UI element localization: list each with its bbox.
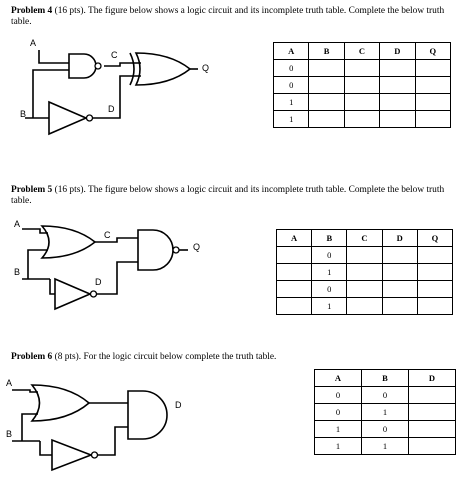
p6-label-b: B — [6, 429, 13, 439]
truth-table-header-row — [315, 370, 456, 387]
truth-table-header-a: A — [277, 230, 312, 247]
p5-label-b: B — [14, 267, 21, 277]
table-row — [315, 421, 456, 438]
p5-label-c: C — [104, 230, 111, 240]
truth-table-cell-b[interactable]: 1 — [362, 404, 409, 421]
truth-table-cell-b[interactable]: 1 — [312, 264, 347, 281]
truth-table-cell-d[interactable] — [409, 421, 456, 438]
truth-table-header-a: A — [315, 370, 362, 387]
p5-label-q: Q — [193, 242, 201, 252]
table-row — [315, 404, 456, 421]
truth-table-header-c: C — [347, 230, 382, 247]
truth-table-header-d: D — [382, 230, 417, 247]
p6-wires — [12, 390, 128, 455]
p4-label-q: Q — [202, 63, 210, 73]
truth-table-header-b: B — [309, 43, 344, 60]
truth-table-cell-a[interactable]: 0 — [315, 387, 362, 404]
truth-table-header-a: A — [274, 43, 309, 60]
truth-table-header-q: Q — [415, 43, 450, 60]
truth-table-header-b: B — [312, 230, 347, 247]
p6-not-gate — [52, 440, 98, 470]
problem-5-text: (16 pts). The figure below shows a logic circuit and its incomplete truth table. Complete the below truth table. — [11, 185, 445, 206]
p6-or-gate — [32, 385, 89, 421]
truth-table-cell-d[interactable] — [409, 404, 456, 421]
p6-label-a: A — [6, 378, 13, 388]
problem-4-label: Problem 4 — [11, 6, 53, 16]
problem-6-text: (8 pts). For the logic circuit below complete the truth table. — [52, 352, 277, 362]
truth-table-cell-b[interactable]: 1 — [362, 438, 409, 455]
p4-label-d: D — [108, 104, 115, 114]
truth-table-cell-d[interactable] — [409, 438, 456, 455]
truth-table-header-c: C — [344, 43, 379, 60]
truth-table-cell-a[interactable]: 0 — [274, 60, 309, 77]
truth-table-header-d: D — [380, 43, 415, 60]
problem-5-label: Problem 5 — [11, 185, 53, 195]
problem-6-label: Problem 6 — [11, 352, 53, 362]
truth-table-cell-a[interactable]: 0 — [315, 404, 362, 421]
truth-table-cell-a[interactable]: 0 — [274, 77, 309, 94]
truth-table-header-q: Q — [417, 230, 452, 247]
problem-4-text: (16 pts). The figure below shows a logic circuit and its incomplete truth table. Complete the below truth table. — [11, 6, 445, 27]
truth-table-cell-a[interactable]: 1 — [315, 421, 362, 438]
truth-table-header-d: D — [409, 370, 456, 387]
table-row — [315, 387, 456, 404]
truth-table-cell-a[interactable]: 1 — [274, 94, 309, 111]
truth-table-cell-b[interactable]: 1 — [312, 298, 347, 315]
truth-table-cell-a[interactable]: 1 — [274, 111, 309, 128]
p4-label-a: A — [30, 38, 37, 48]
problem-6-truth-table — [314, 369, 456, 455]
truth-table-cell-b[interactable]: 0 — [362, 387, 409, 404]
truth-table-cell-a[interactable]: 1 — [315, 438, 362, 455]
p4-label-b: B — [20, 109, 27, 119]
p4-label-c: C — [111, 50, 118, 60]
p5-label-d: D — [95, 277, 102, 287]
p6-label-d: D — [175, 400, 182, 410]
truth-table-cell-b[interactable]: 0 — [362, 421, 409, 438]
truth-table-cell-d[interactable] — [409, 387, 456, 404]
truth-table-cell-b[interactable]: 0 — [312, 281, 347, 298]
truth-table-cell-b[interactable]: 0 — [312, 247, 347, 264]
p6-and-gate — [128, 391, 167, 439]
truth-table-header-b: B — [362, 370, 409, 387]
table-row — [315, 438, 456, 455]
p5-label-a: A — [14, 219, 21, 229]
